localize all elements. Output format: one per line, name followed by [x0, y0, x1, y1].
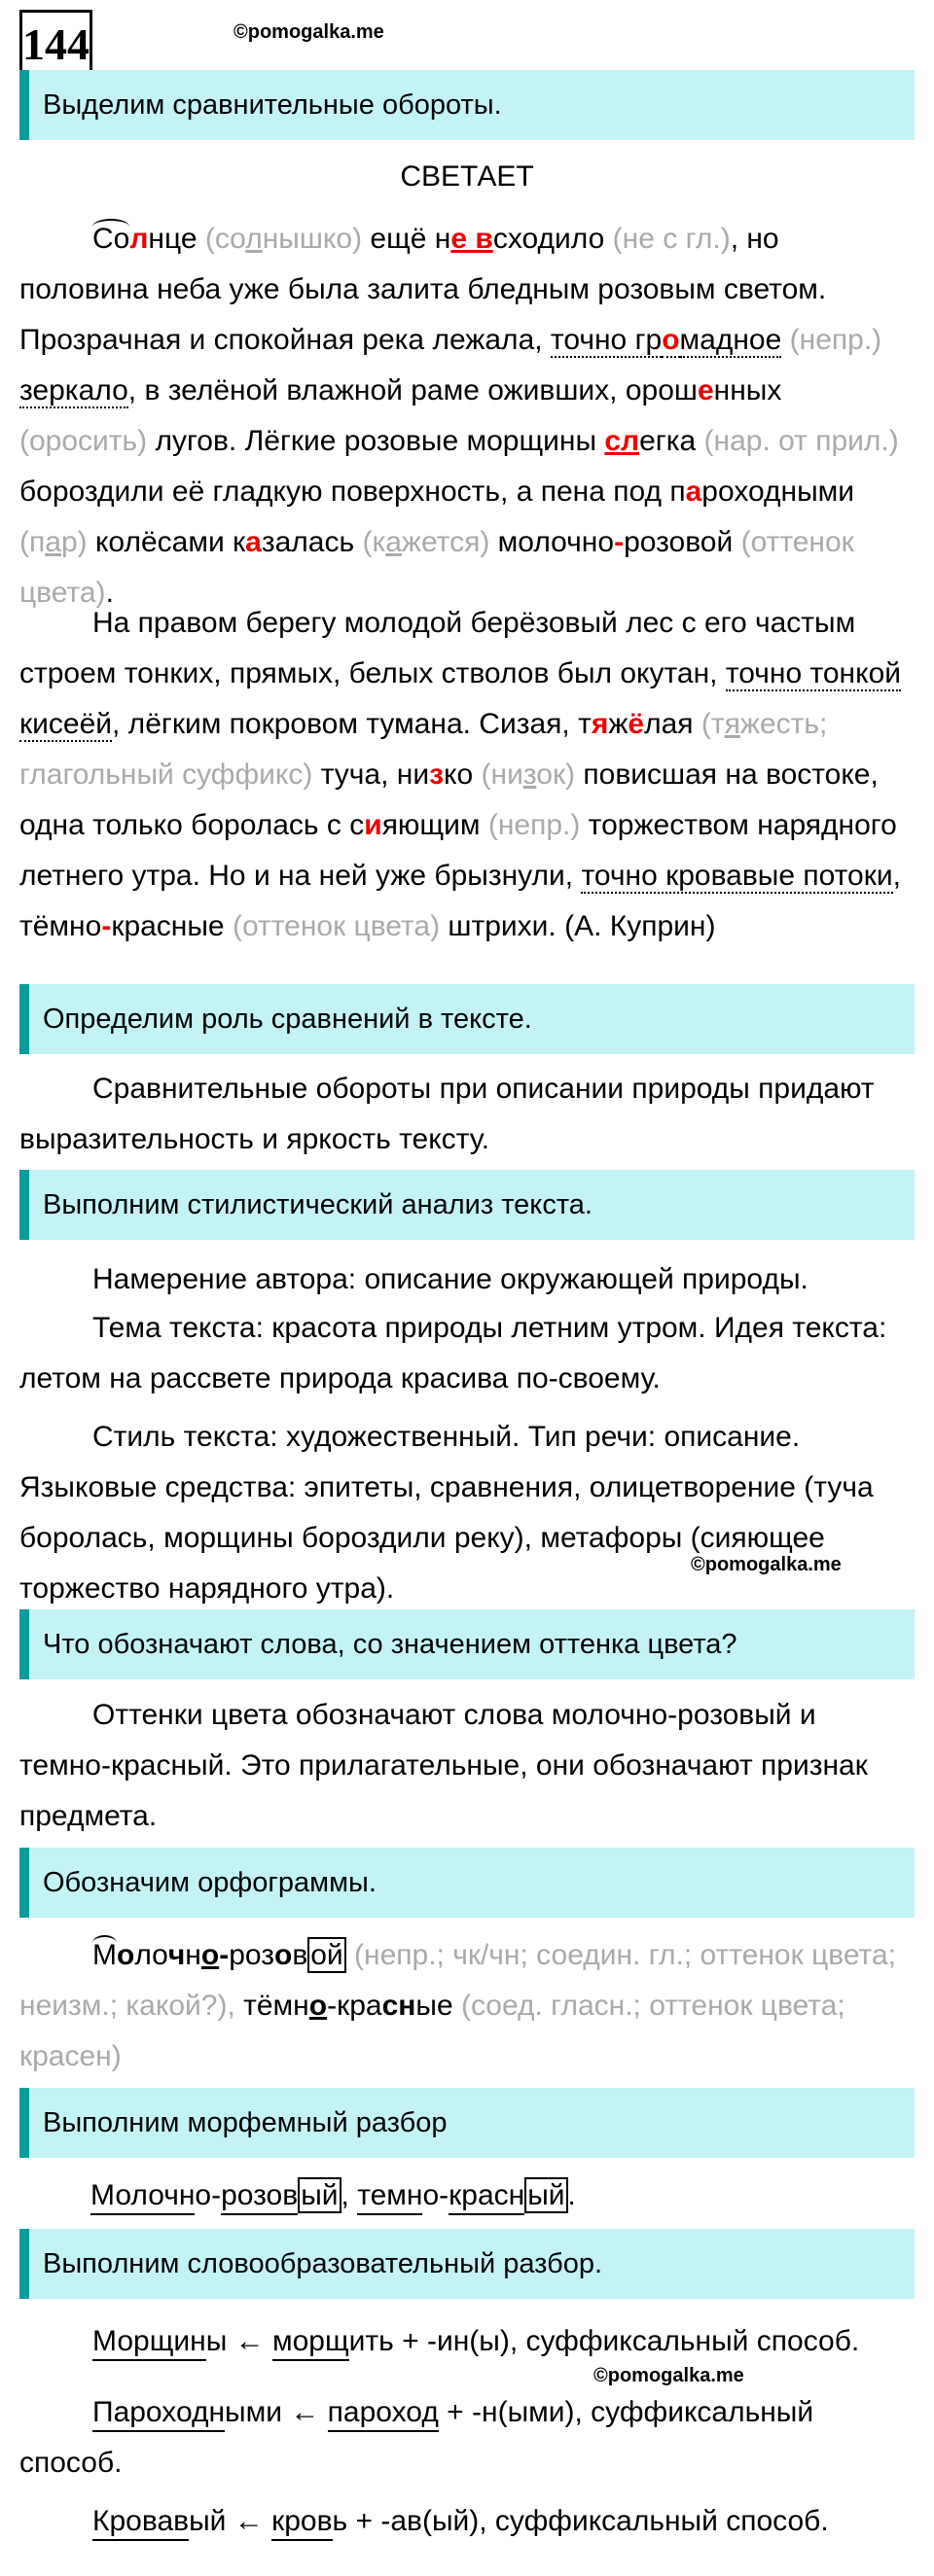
text-segment: кров — [271, 2505, 332, 2541]
text-segment: На правом берегу молодой берёзовый лес с его частым строем тонких, прямых, белых стволов был окутан, — [19, 607, 856, 689]
text-segment: а — [245, 526, 262, 558]
text-segment: торжеством нарядного летнего утра. Но и на ней уже брызнули, — [19, 809, 897, 892]
text-segment: Со — [92, 223, 130, 255]
text-segment: ить + -ин(ы), суффиксальный способ. — [348, 2325, 860, 2357]
text-segment: ко — [444, 759, 482, 791]
comment-text: р) — [60, 526, 88, 558]
text-segment: е — [697, 374, 714, 406]
text-segment: егка — [639, 425, 704, 457]
text-segment: тёмн — [243, 1990, 309, 2022]
text-segment: ь + -ав(ый), суффиксальный способ. — [332, 2505, 829, 2537]
text-title: СВЕТАЕТ — [400, 160, 534, 193]
text-segment: я — [591, 708, 609, 740]
text-segment: - — [101, 910, 112, 942]
section-header: Выполним морфемный разбор — [19, 2088, 915, 2158]
comment-text: (непр.; чк/чн; соедин. гл.; оттенок цвета; неизм.; какой?), — [19, 1939, 896, 2022]
comment-text: (оросить) — [19, 425, 148, 457]
text-segment: -кра — [327, 1990, 382, 2022]
text-segment: о — [117, 1939, 135, 1971]
text-segment: ло — [134, 1939, 168, 1971]
text-segment: о — [662, 324, 680, 356]
task-number: 144 — [19, 10, 92, 80]
text-segment: ё — [628, 708, 645, 740]
comment-text: (оттенок цвета) — [232, 910, 441, 942]
text-segment: штрихи. (А. Куприн) — [440, 910, 716, 942]
comment-text: я — [724, 708, 740, 740]
text-segment: , — [341, 2179, 358, 2211]
text-segment: в — [292, 1939, 308, 1971]
paragraph — [19, 598, 915, 952]
text-segment: морщ — [272, 2325, 349, 2361]
comment-text: нышко) — [262, 223, 363, 255]
text-segment: колёсами к — [87, 526, 246, 558]
text-segment: нных — [713, 374, 782, 406]
text-segment: ый ← — [189, 2505, 272, 2537]
paragraph — [19, 1930, 915, 2082]
watermark: ©pomogalka.me — [593, 2365, 744, 2386]
text-segment: ч — [167, 1939, 186, 1971]
text-segment: красные — [111, 910, 233, 942]
comment-text: (ни — [481, 759, 523, 791]
section-header: Что обозначают слова, со значением оттенка цвета? — [19, 1609, 915, 1679]
comment-text: (со — [204, 223, 246, 255]
comment-text: (т — [700, 708, 725, 740]
comment-text: (не с гл.) — [612, 223, 731, 255]
text-segment — [781, 324, 789, 356]
text-segment: , лёгким покровом тумана. Сизая, т — [112, 708, 592, 740]
section-header: Выполним словообразовательный разбор. — [19, 2229, 915, 2299]
text-segment: - — [219, 1939, 230, 1971]
text-segment: Морщин — [92, 2325, 206, 2361]
comment-text: ок) — [536, 759, 576, 791]
text-segment: о — [273, 1939, 293, 1971]
text-segment: ый — [524, 2177, 567, 2213]
section-header: Выделим сравнительные обороты. — [19, 70, 915, 140]
comment-text: л — [245, 223, 263, 255]
paragraph — [19, 2496, 915, 2547]
text-segment: пароход — [328, 2396, 439, 2432]
text-segment: сн — [381, 1990, 416, 2022]
text-segment: . — [105, 577, 114, 609]
text-segment: темн — [357, 2179, 422, 2215]
text-segment: точно гр — [550, 324, 663, 356]
text-segment: роходными — [701, 476, 855, 508]
text-segment: залась — [261, 526, 363, 558]
text-segment: М — [92, 1939, 117, 1971]
text-segment: е в — [450, 223, 493, 255]
text-segment: л — [129, 223, 149, 255]
text-segment: + -н(ыми), суффиксальный способ. — [19, 2396, 814, 2479]
text-segment: Пароходн — [92, 2396, 225, 2432]
text-segment: ой — [307, 1937, 345, 1973]
comment-text: з — [522, 759, 537, 791]
text-segment: Молочн — [90, 2179, 195, 2215]
text-segment: о — [200, 1939, 220, 1971]
text-segment: бороздили её гладкую поверхность, а пена под п — [19, 476, 686, 508]
text-segment: , но половина неба уже была залита бледным розовым светом. Прозрачная и спокойная река лежала, — [19, 223, 827, 356]
text-segment: н — [185, 1939, 201, 1971]
paragraph: Оттенки цвета обозначают слова молочно-розовый и темно-красный. Это прилагательные, они обозначают признак предмета. — [19, 1699, 868, 1832]
text-segment: о — [422, 2179, 440, 2211]
comment-text: (нар. от прил.) — [703, 425, 899, 457]
text-segment: ещё н — [362, 223, 451, 255]
comment-text: а — [385, 526, 402, 558]
text-segment: туча, ни — [312, 759, 430, 791]
comment-text: а — [45, 526, 61, 558]
comment-text: (непр.) — [789, 324, 882, 356]
text-segment: молочно — [489, 526, 615, 558]
text-segment: , тёмно — [19, 860, 901, 942]
text-segment: повисшая на востоке, одна только боролась с с — [19, 759, 879, 841]
text-segment: лугов. Лёгкие розовые морщины — [147, 425, 605, 457]
paragraph — [19, 2387, 915, 2488]
text-segment: ый — [298, 2177, 341, 2213]
comment-text: жется) — [401, 526, 490, 558]
paragraph: Стиль текста: художественный. Тип речи: описание. Языковые средства: эпитеты, сравнения, олицетворение (туча боролась, морщины бороздили реку), метафоры (сияющее торжество нарядного утра). — [19, 1421, 874, 1605]
paragraph — [19, 214, 915, 618]
text-segment: - — [211, 2179, 222, 2211]
text-segment: ые — [415, 1990, 461, 2022]
text-segment: сл — [604, 425, 640, 457]
text-segment: о — [308, 1990, 328, 2022]
comment-text: жесть; глагольный суффикс) — [19, 708, 828, 791]
paragraph: Тема текста: красота природы летним утром. Идея текста: летом на рассвете природа красива по-своему. — [19, 1312, 887, 1394]
text-segment: а — [685, 476, 702, 508]
text-segment: з — [429, 759, 445, 791]
text-segment: ыми ← — [225, 2396, 328, 2428]
watermark: ©pomogalka.me — [691, 1554, 842, 1575]
comment-text: (непр.) — [487, 809, 581, 841]
watermark: ©pomogalka.me — [234, 21, 384, 43]
morpheme-line — [90, 2170, 917, 2221]
text-segment: ж — [608, 708, 629, 740]
text-segment: розовой — [624, 526, 741, 558]
comment-text: (п — [19, 526, 46, 558]
comment-text: (соед. гласн.; оттенок цвета; красен) — [19, 1990, 845, 2072]
text-segment: Кровав — [92, 2505, 189, 2541]
text-segment: . — [567, 2179, 576, 2211]
paragraph: Намерение автора: описание окружающей природы. — [92, 1263, 808, 1295]
text-segment: роз — [229, 1939, 274, 1971]
comment-text: (оттенок цвета) — [19, 526, 854, 609]
section-header: Выполним стилистический анализ текста. — [19, 1170, 915, 1240]
text-segment: точно тонкой кисеёй — [19, 657, 902, 740]
text-segment: яющим — [381, 809, 488, 841]
text-segment: и — [364, 809, 382, 841]
text-segment: лая — [644, 708, 701, 740]
text-segment: нце — [148, 223, 205, 255]
section-header: Обозначим орфограммы. — [19, 1848, 915, 1918]
section-header: Определим роль сравнений в тексте. — [19, 984, 915, 1054]
text-segment: розов — [221, 2179, 298, 2215]
comment-text: (к — [362, 526, 386, 558]
text-segment: , в зелёной влажной раме оживших, орош — [127, 374, 698, 406]
text-segment: точно кровавые потоки — [581, 860, 893, 892]
text-segment: зеркало — [19, 374, 128, 406]
paragraph: Сравнительные обороты при описании природы придают выразительность и яркость тексту. — [19, 1073, 875, 1155]
text-segment: - — [614, 526, 625, 558]
text-segment: сходило — [492, 223, 613, 255]
text-segment: красн — [449, 2179, 524, 2215]
text-segment: ы ← — [205, 2325, 272, 2357]
text-segment: о — [195, 2179, 212, 2211]
text-segment: мадное — [679, 324, 782, 356]
text-segment: - — [439, 2179, 449, 2211]
paragraph — [19, 2316, 915, 2367]
